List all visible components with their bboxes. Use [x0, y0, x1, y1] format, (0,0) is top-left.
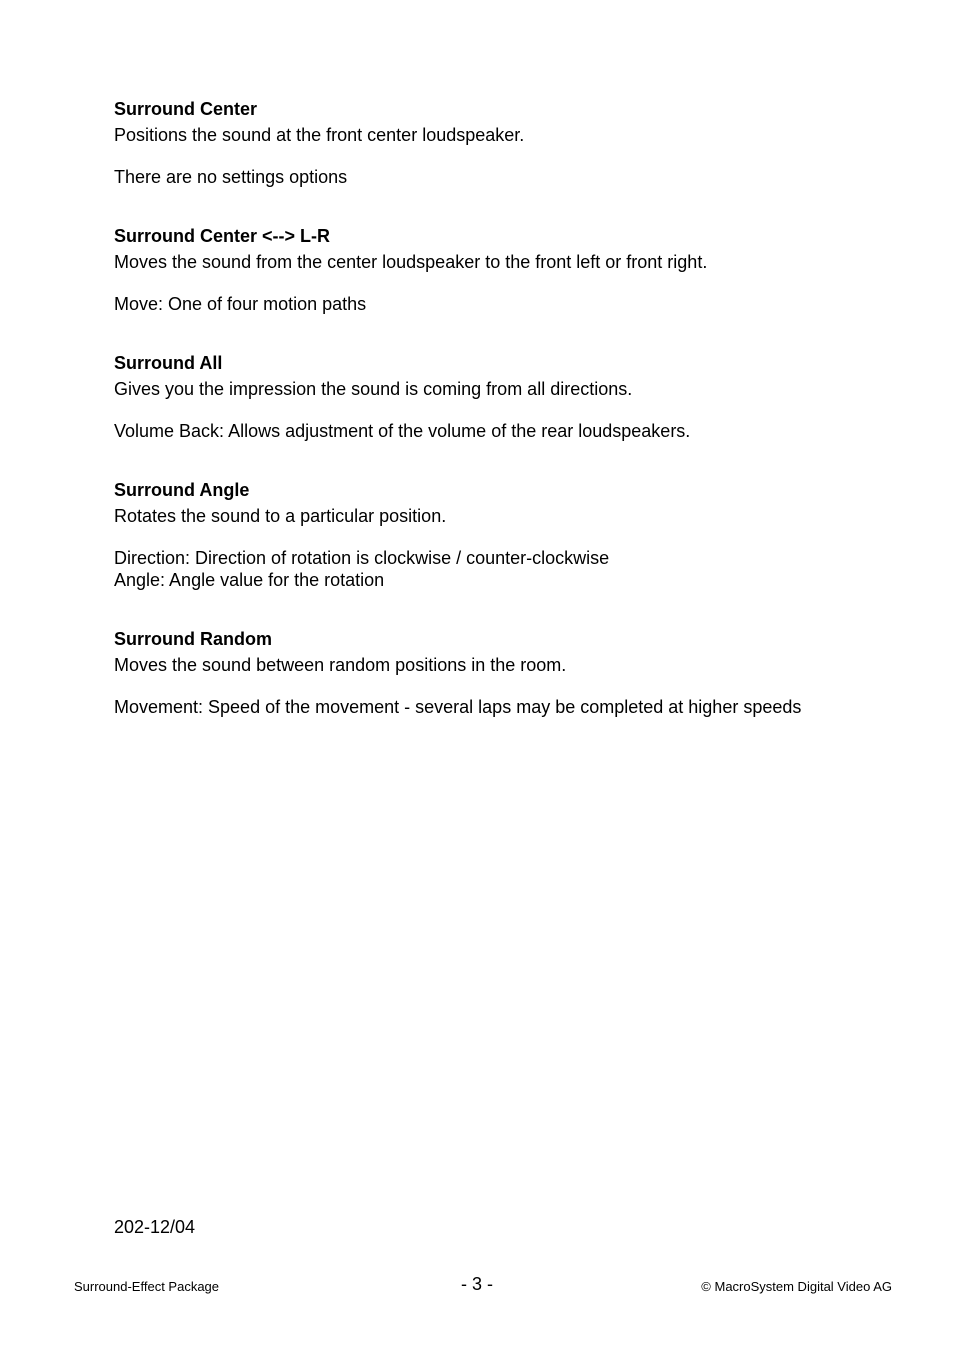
section-description: Gives you the impression the sound is coming from all directions. — [114, 379, 633, 399]
section-option: Volume Back: Allows adjustment of the volume of the rear loudspeakers. — [114, 421, 691, 441]
section-description: Moves the sound between random positions in the room. — [114, 655, 567, 675]
section-option: There are no settings options — [114, 167, 348, 187]
section-surround-angle — [114, 477, 914, 591]
section-title: Surround Random — [114, 629, 272, 649]
section-option: Move: One of four motion paths — [114, 294, 367, 314]
footer-title: Surround-Effect Package — [74, 1279, 220, 1294]
section-surround-random — [114, 626, 914, 718]
section-title: Surround Angle — [114, 480, 250, 500]
section-description: Positions the sound at the front center loudspeaker. — [114, 125, 525, 145]
section-surround-center-lr — [114, 223, 914, 315]
section-title: Surround Center <--> L-R — [114, 226, 331, 246]
section-surround-all — [114, 350, 914, 442]
section-option: Movement: Speed of the movement - several laps may be completed at higher speeds — [114, 697, 802, 717]
document-date: 202-12/04 — [114, 1217, 196, 1237]
section-description: Moves the sound from the center loudspeaker to the front left or front right. — [114, 252, 708, 272]
section-title: Surround All — [114, 353, 223, 373]
section-option: Angle: Angle value for the rotation — [114, 570, 385, 590]
section-description: Rotates the sound to a particular position. — [114, 506, 447, 526]
document-body — [114, 96, 914, 753]
footer-copyright: © MacroSystem Digital Video AG — [701, 1279, 892, 1294]
section-option: Direction: Direction of rotation is clockwise / counter-clockwise — [114, 548, 610, 568]
page-number: - 3 - — [460, 1274, 493, 1294]
section-title: Surround Center — [114, 99, 258, 119]
section-surround-center — [114, 96, 914, 188]
